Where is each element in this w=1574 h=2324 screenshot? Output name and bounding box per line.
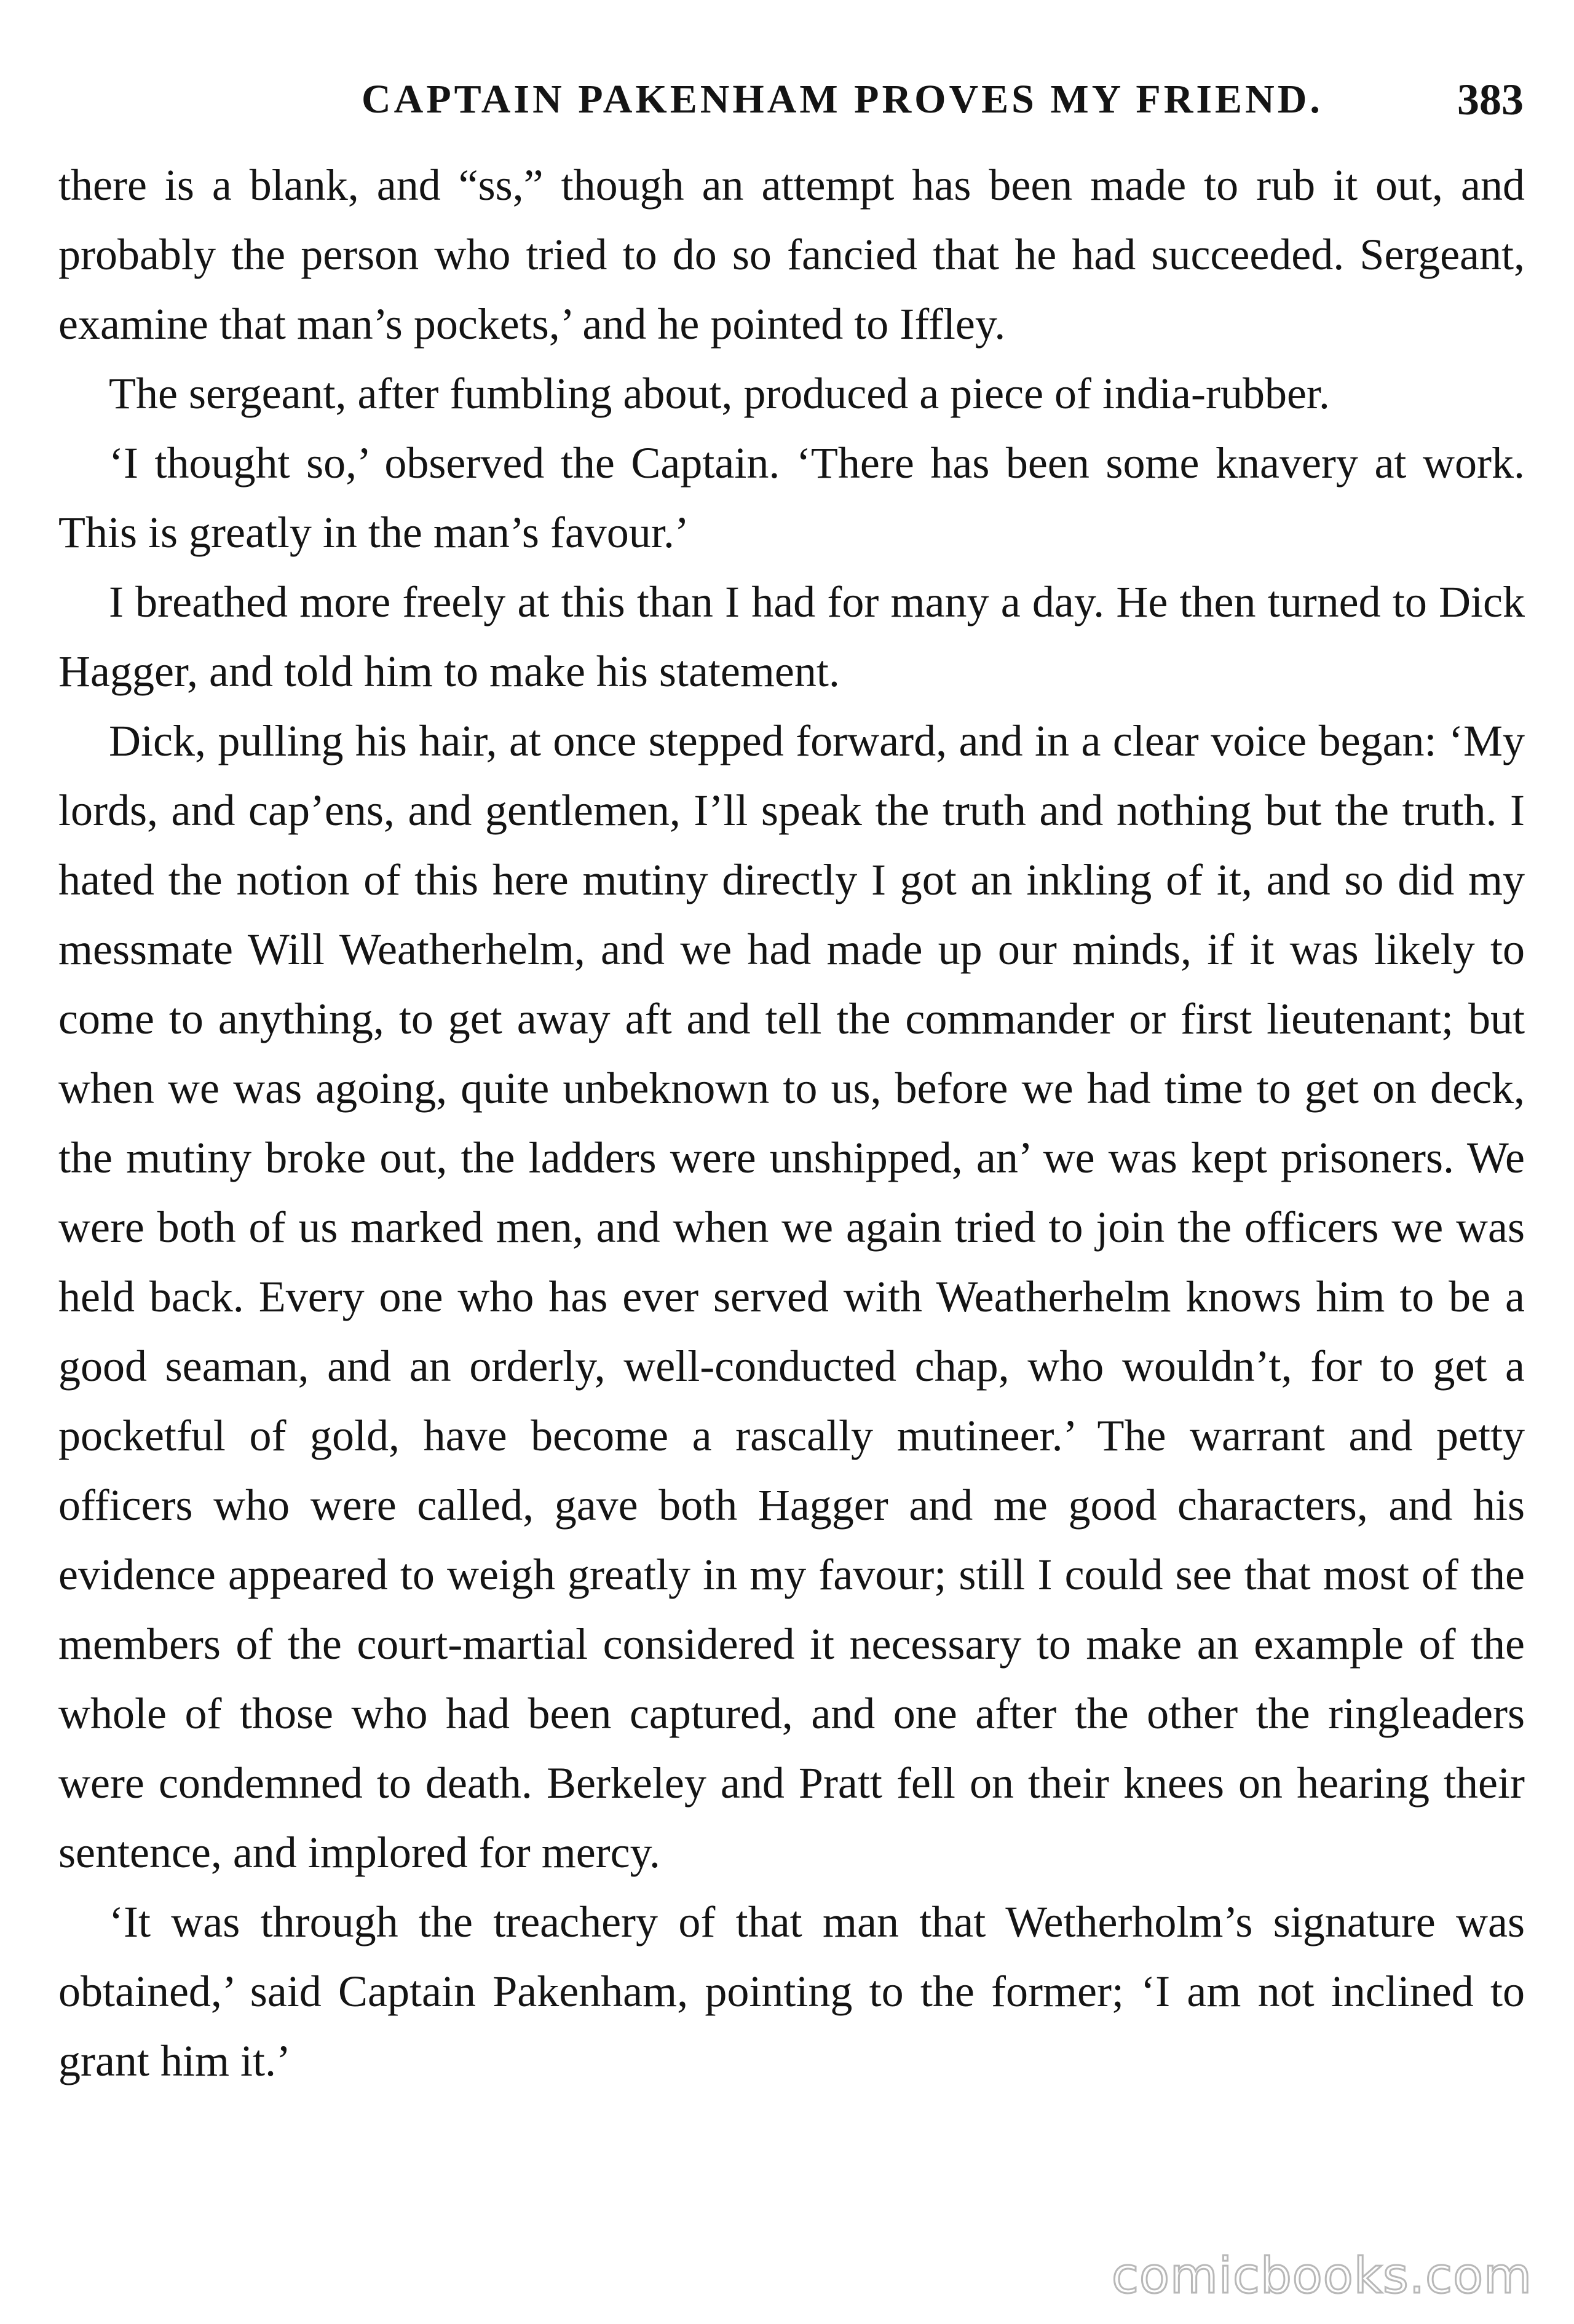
body-text xyxy=(58,151,1525,2096)
paragraph: ‘It was through the treachery of that man that Wetherholm’s signature was obtained,’ said Captain Pakenham, pointing to the former; ‘I am not inclined to grant him it.’ xyxy=(58,1897,1525,2085)
watermark: comicbooks.com xyxy=(1111,2247,1532,2304)
page-number: 383 xyxy=(1457,75,1524,124)
paragraph: ‘I thought so,’ observed the Captain. ‘There has been some knavery at work. This is greatly in the man’s favour.’ xyxy=(58,438,1525,557)
paragraph-continuation: there is a blank, and “ss,” though an attempt has been made to rub it out, and probably the person who tried to do so fancied that he had succeeded. Sergeant, examine that man’s pockets,’ and he pointed to Iffley. xyxy=(58,160,1525,349)
paragraph: Dick, pulling his hair, at once stepped forward, and in a clear voice began: ‘My lords, and cap’ens, and gentlemen, I’ll speak the truth and nothing but the truth. I hated the notion of this here mutiny directly I got an inkling of it, and so did my messmate Will Weatherhelm, and we had made up our minds, if it was likely to come to anything, to get away aft and tell the commander or first lieutenant; but when we was agoing, quite unbeknown to us, before we had time to get on deck, the mutiny broke out, the ladders were unshipped, an’ we was kept prisoners. We were both of us marked men, and when we again tried to join the officers we was held back. Every one who has ever served with Weatherhelm knows him to be a good seaman, and an orderly, well-conducted chap, who wouldn’t, for to get a pocketful of gold, have become a rascally mutineer.’ The warrant and petty officers who were called, gave both Hagger and me good characters, and his evidence appeared to weigh greatly in my favour; still I could see that most of the members of the court-martial considered it necessary to make an example of the whole of those who had been captured, and one after the other the ringleaders were condemned to death. Berkeley and Pratt fell on their knees on hearing their sentence, and implored for mercy. xyxy=(58,716,1525,1877)
running-title: CAPTAIN PAKENHAM PROVES MY FRIEND. xyxy=(362,77,1323,122)
paragraph: I breathed more freely at this than I had for many a day. He then turned to Dick Hagger, and told him to make his statement. xyxy=(58,577,1525,696)
paragraph: The sergeant, after fumbling about, produced a piece of india-rubber. xyxy=(109,369,1330,418)
running-head xyxy=(60,69,1524,136)
